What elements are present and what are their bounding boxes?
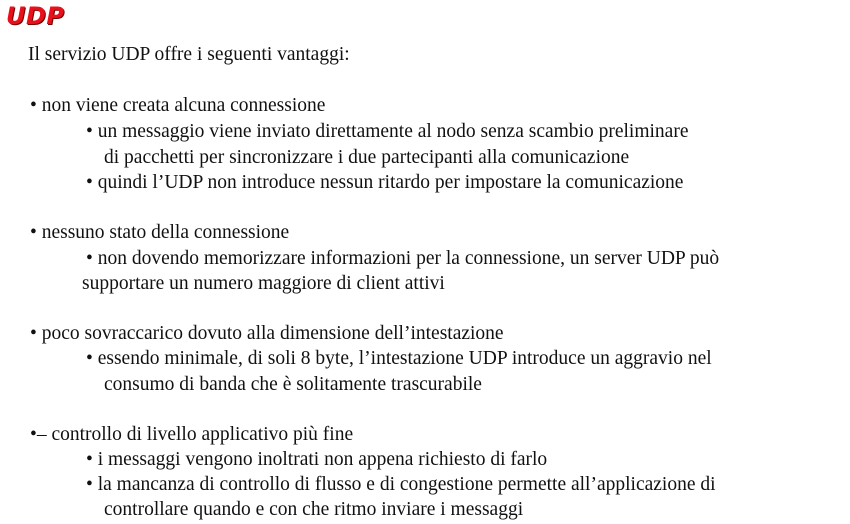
- section-heading-1: • non viene creata alcuna connessione: [30, 93, 325, 118]
- bullet-3-1: • essendo minimale, di soli 8 byte, l’intestazione UDP introduce un aggravio nel: [86, 346, 712, 371]
- bullet-4-1: • i messaggi vengono inoltrati non appena richiesto di farlo: [86, 447, 547, 472]
- bullet-1-1: • un messaggio viene inviato direttamente al nodo senza scambio preliminare: [86, 119, 688, 144]
- bullet-1-2: • quindi l’UDP non introduce nessun ritardo per impostare la comunicazione: [86, 170, 683, 195]
- bullet-4-2: • la mancanza di controllo di flusso e di congestione permette all’applicazione di: [86, 472, 716, 497]
- bullet-2-1: • non dovendo memorizzare informazioni per la connessione, un server UDP può: [86, 246, 719, 271]
- bullet-4-2-continued: controllare quando e con che ritmo inviare i messaggi: [104, 499, 524, 520]
- page-title: UDP: [6, 2, 65, 30]
- section-heading-4-text: – controllo di livello applicativo più fine: [36, 424, 354, 445]
- section-heading-2: • nessuno stato della connessione: [30, 220, 289, 245]
- bullet-1-1-continued: di pacchetti per sincronizzare i due partecipanti alla comunicazione: [104, 147, 630, 168]
- bullet-2-1-continued: supportare un numero maggiore di client attivi: [82, 273, 445, 294]
- bullet-3-1-continued: consumo di banda che è solitamente trascurabile: [104, 374, 482, 395]
- intro-text: Il servizio UDP offre i seguenti vantaggi:: [28, 44, 350, 65]
- section-heading-4: •– controllo di livello applicativo più fine: [30, 424, 354, 445]
- section-heading-3: • poco sovraccarico dovuto alla dimensione dell’intestazione: [30, 321, 504, 346]
